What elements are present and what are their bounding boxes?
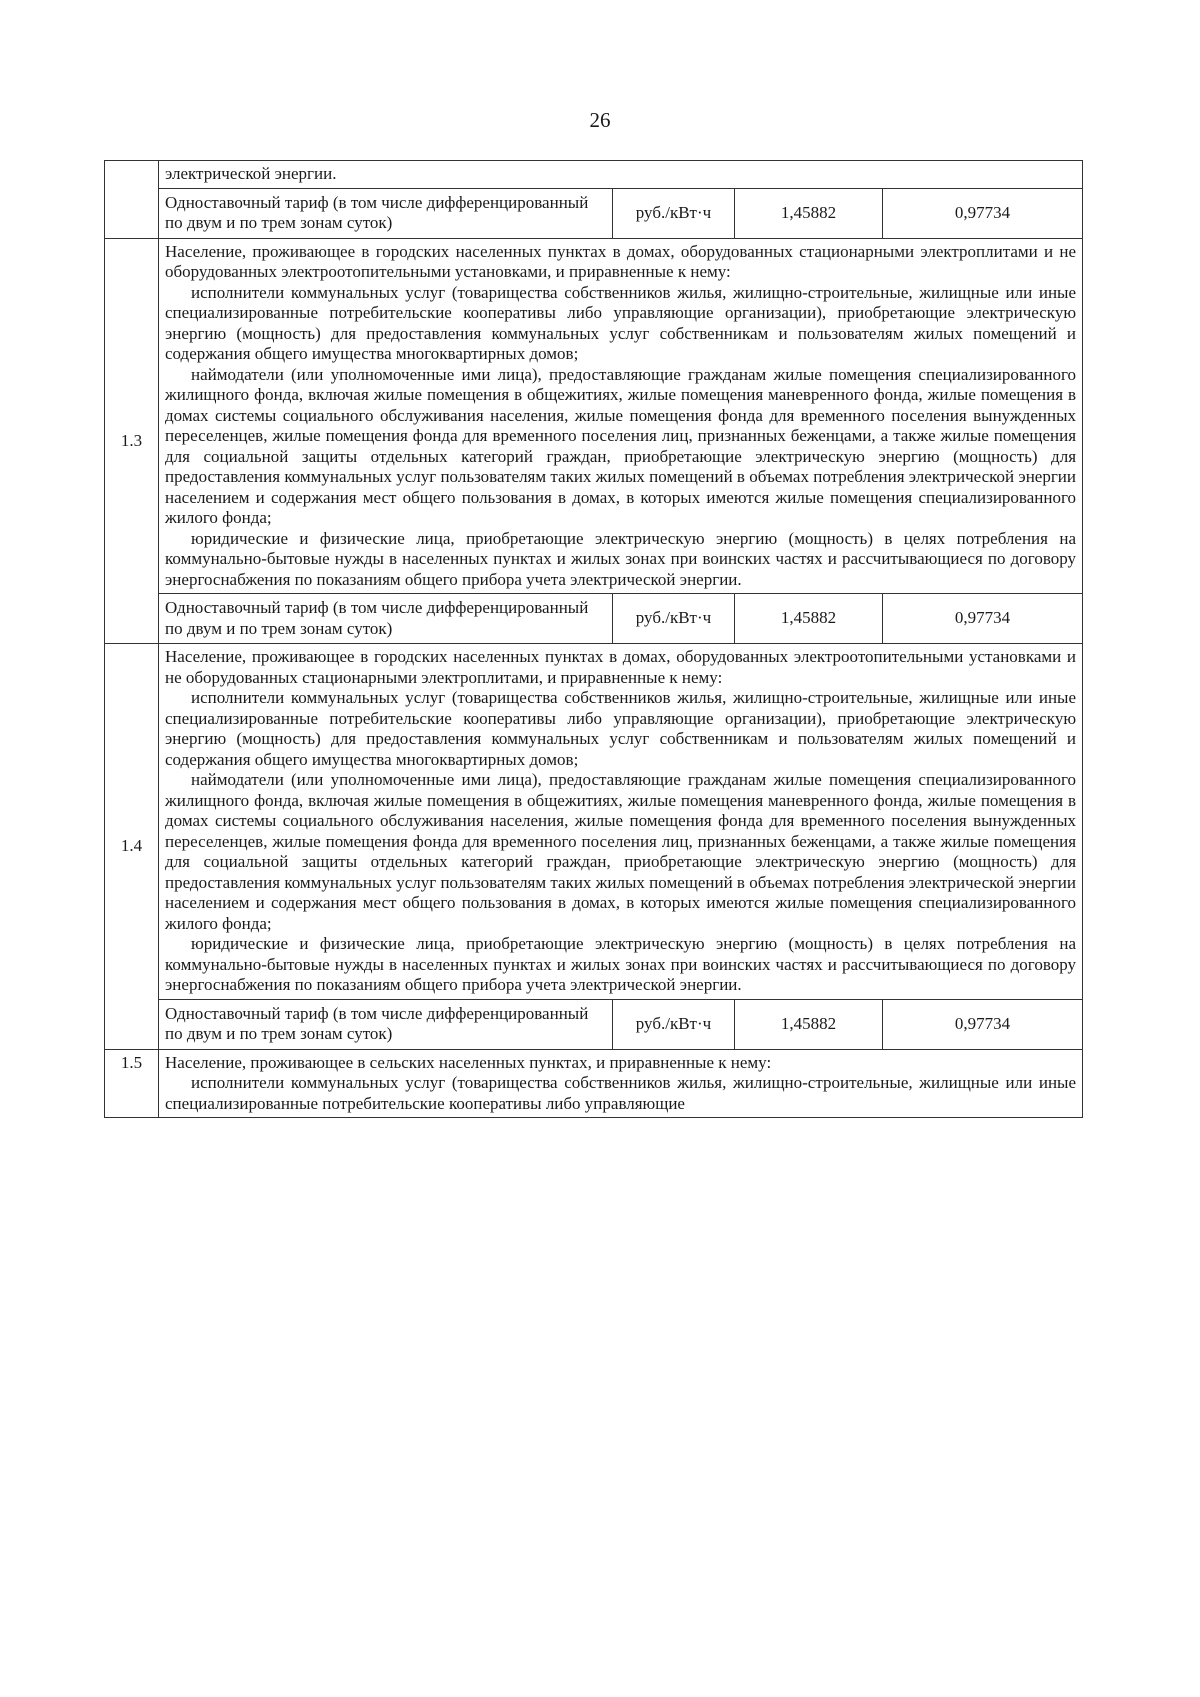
tariff-name: Одноставочный тариф (в том числе дифференцированный по двум и по трем зонам суток)	[159, 188, 613, 238]
row-number-cell	[105, 161, 159, 239]
tariff-row	[105, 188, 1083, 238]
description-cell	[159, 238, 1083, 594]
tariff-value-2: 0,97734	[883, 594, 1083, 644]
description-paragraph: наймодатели (или уполномоченные ими лица), предоставляющие гражданам жилые помещения специализированного жилищного фонда, включая жилые помещения в общежитиях, жилые помещения маневренного фонда, жилые помещения в домах системы социального обслуживания населения, жилые помещения фонда для временного поселения вынужденных переселенцев, жилые помещения фонда для временного поселения лиц, признанных беженцами, а также жилые помещения для социальной защиты отдельных категорий граждан, приобретающие электрическую энергию (мощность) для предоставления коммунальных услуг пользователям таких жилых помещений в объемах потребления электрической энергии населением и содержания мест общего пользования в домах, в которых имеются жилые помещения специализированного жилого фонда;	[165, 770, 1077, 933]
tariff-value-2: 0,97734	[883, 999, 1083, 1049]
row-number: 1.4	[105, 644, 159, 1050]
tariff-value-1: 1,45882	[735, 188, 883, 238]
description-paragraph: исполнители коммунальных услуг (товарищества собственников жилья, жилищно-строительные, жилищные или иные специализированные потребительские кооперативы либо управляющие организации), приобретающие электрическую энергию (мощность) для предоставления коммунальных услуг собственникам и пользователям жилых помещений и содержания общего имущества многоквартирных домов;	[165, 688, 1077, 769]
page-number: 26	[589, 108, 611, 132]
description-paragraph: юридические и физические лица, приобретающие электрическую энергию (мощность) в целях потребления на коммунально-бытовые нужды в населенных пунктах и жилых зонах при воинских частях и рассчитывающиеся по договору энергоснабжения по показаниям общего прибора учета электрической энергии.	[165, 528, 1077, 589]
description-paragraph: Население, проживающее в городских населенных пунктах в домах, оборудованных электроотопительными установками и не оборудованных стационарными электроплитами, и приравненные к нему:	[165, 647, 1077, 687]
tariff-unit: руб./кВт·ч	[613, 999, 735, 1049]
description-cell	[159, 161, 1083, 189]
table-row	[105, 238, 1083, 594]
row-number: 1.5	[105, 1049, 159, 1118]
table-row	[105, 1049, 1083, 1118]
description-text: электрической энергии.	[165, 164, 337, 183]
tariff-name: Одноставочный тариф (в том числе дифференцированный по двум и по трем зонам суток)	[159, 594, 613, 644]
table-row	[105, 644, 1083, 1000]
description-paragraph: исполнители коммунальных услуг (товарищества собственников жилья, жилищно-строительные, жилищные или иные специализированные потребительские кооперативы либо управляющие организации), приобретающие электрическую энергию (мощность) для предоставления коммунальных услуг собственникам и пользователям жилых помещений и содержания общего имущества многоквартирных домов;	[165, 282, 1077, 363]
tariff-value-2: 0,97734	[883, 188, 1083, 238]
tariff-unit: руб./кВт·ч	[613, 594, 735, 644]
description-paragraph: исполнители коммунальных услуг (товарищества собственников жилья, жилищно-строительные, жилищные или иные специализированные потребительские кооперативы либо управляющие	[165, 1073, 1077, 1113]
tariff-table	[104, 160, 1083, 1118]
description-paragraph: Население, проживающее в сельских населенных пунктах, и приравненные к нему:	[165, 1052, 772, 1072]
tariff-unit: руб./кВт·ч	[613, 188, 735, 238]
table-row	[105, 161, 1083, 189]
tariff-value-1: 1,45882	[735, 594, 883, 644]
tariff-name: Одноставочный тариф (в том числе дифференцированный по двум и по трем зонам суток)	[159, 999, 613, 1049]
tariff-row	[105, 999, 1083, 1049]
description-paragraph: юридические и физические лица, приобретающие электрическую энергию (мощность) в целях потребления на коммунально-бытовые нужды в населенных пунктах и жилых зонах при воинских частях и рассчитывающиеся по договору энергоснабжения по показаниям общего прибора учета электрической энергии.	[165, 934, 1077, 994]
tariff-row	[105, 594, 1083, 644]
description-paragraph: Население, проживающее в городских населенных пунктах в домах, оборудованных стационарными электроплитами и не оборудованных электроотопительными установками, и приравненные к нему:	[165, 241, 1077, 281]
row-number: 1.3	[105, 238, 159, 644]
description-paragraph: наймодатели (или уполномоченные ими лица), предоставляющие гражданам жилые помещения специализированного жилищного фонда, включая жилые помещения в общежитиях, жилые помещения маневренного фонда, жилые помещения в домах системы социального обслуживания населения, жилые помещения фонда для временного поселения вынужденных переселенцев, жилые помещения фонда для временного поселения лиц, признанных беженцами, а также жилые помещения для социальной защиты отдельных категорий граждан, приобретающие электрическую энергию (мощность) для предоставления коммунальных услуг пользователям таких жилых помещений в объемах потребления электрической энергии населением и содержания мест общего пользования в домах, в которых имеются жилые помещения специализированного жилого фонда;	[165, 364, 1077, 527]
description-cell	[159, 644, 1083, 1000]
description-cell	[159, 1049, 1083, 1118]
tariff-value-1: 1,45882	[735, 999, 883, 1049]
